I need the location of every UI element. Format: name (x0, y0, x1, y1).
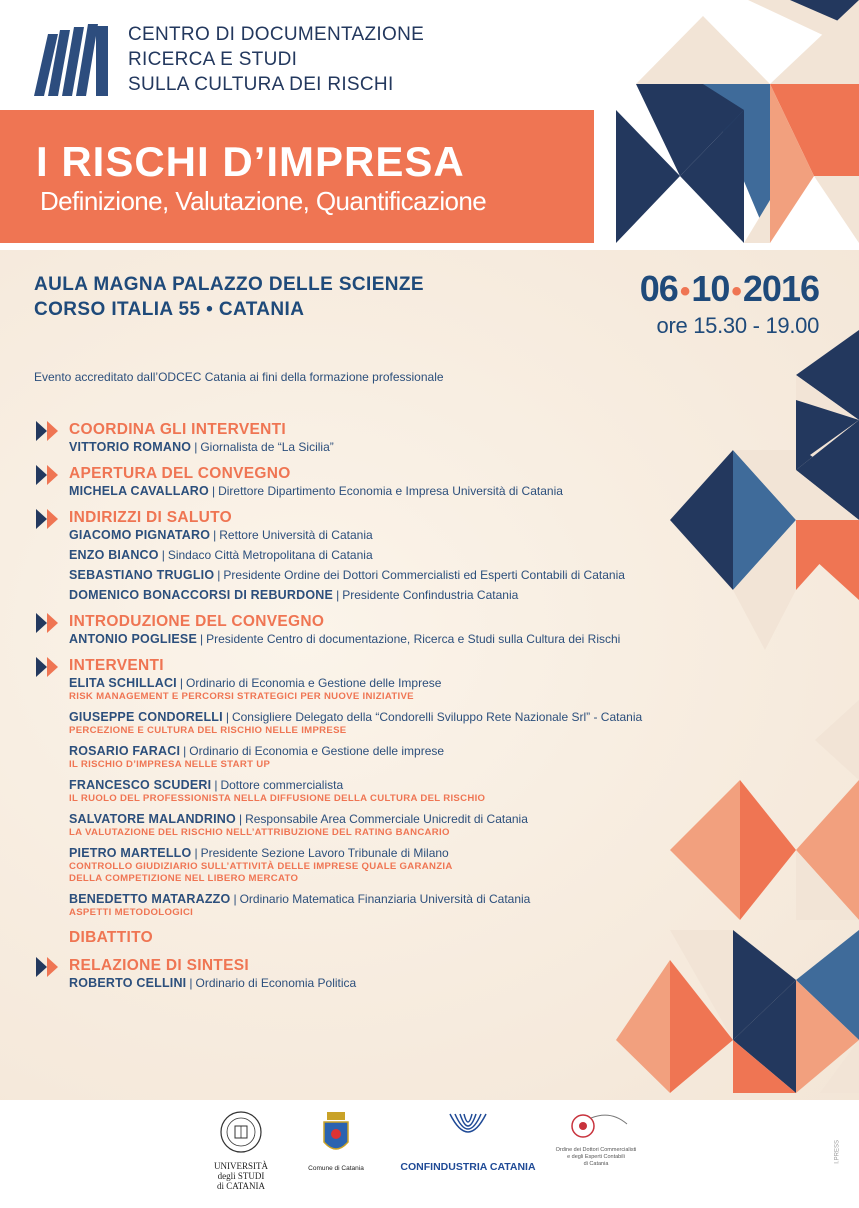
speaker-name: SALVATORE MALANDRINO (69, 812, 236, 826)
speaker (69, 547, 756, 563)
section-sintesi (36, 956, 756, 991)
speaker (69, 811, 756, 827)
talk-item (69, 675, 756, 703)
double-arrow-icon (36, 957, 62, 977)
speaker (69, 709, 756, 725)
speaker-role: Ordinario di Economia Politica (195, 976, 357, 990)
date-dot: • (731, 275, 741, 308)
speaker-name: SEBASTIANO TRUGLIO (69, 568, 215, 582)
separator: | (161, 548, 165, 562)
date-dot: • (679, 275, 690, 308)
section-interventi (36, 656, 756, 919)
speaker-role: Presidente Sezione Lavoro Tribunale di Milano (200, 846, 449, 860)
talk-title: IL RUOLO DEL PROFESSIONISTA NELLA DIFFUSIONE DELLA CULTURA DEL RISCHIO (69, 793, 486, 804)
event-date (640, 268, 819, 339)
speaker-role: Presidente Centro di documentazione, Ricerca e Studi sulla Cultura dei Rischi (206, 632, 621, 646)
talk-title: ASPETTI METODOLOGICI (69, 907, 194, 918)
separator: | (238, 812, 243, 826)
unict-line: UNIVERSITÀ (214, 1161, 268, 1171)
speaker-role: Ordinario di Economia e Gestione delle imprese (189, 744, 445, 758)
speaker (69, 777, 756, 793)
speaker-name: VITTORIO ROMANO (69, 440, 192, 454)
odcec-mark-icon (561, 1110, 631, 1140)
press-credit: I.PRESS (835, 1140, 841, 1164)
talk-item (69, 777, 756, 805)
speaker-role: Dottore commercialista (220, 778, 344, 792)
confindustria-label: CONFINDUSTRIA CATANIA (400, 1161, 536, 1173)
event-subtitle: Definizione, Valutazione, Quantificazione (40, 186, 487, 216)
talk-item (69, 891, 756, 919)
separator: | (233, 892, 237, 906)
talk-item (69, 743, 756, 771)
speaker (69, 439, 756, 455)
speaker-role: Consigliere Delegato della “Condorelli Sviluppo Rete Nazionale Srl” - Catania (231, 710, 643, 724)
speaker (69, 675, 756, 691)
speaker-name: ELITA SCHILLACI (69, 676, 177, 690)
speaker-role: Giornalista de “La Sicilia” (200, 440, 334, 454)
speaker (69, 743, 756, 759)
separator: | (194, 846, 198, 860)
university-seal-icon (219, 1110, 263, 1154)
date-value (640, 268, 819, 313)
speaker-role: Responsabile Area Commerciale Unicredit di Catania (245, 812, 528, 826)
section-dibattito (36, 928, 756, 947)
talk-item (69, 811, 756, 839)
comune-logo (305, 1110, 367, 1172)
speaker-role: Presidente Ordine dei Dottori Commercialisti ed Esperti Contabili di Catania (223, 568, 625, 582)
speaker (69, 587, 756, 603)
speaker (69, 631, 756, 647)
separator: | (217, 568, 221, 582)
talk-title-continued: DELLA COMPETIZIONE NEL LIBERO MERCATO (69, 873, 299, 884)
double-arrow-icon (36, 421, 62, 441)
event-title: I RISCHI D’IMPRESA (36, 138, 465, 185)
speaker-name: GIUSEPPE CONDORELLI (69, 710, 223, 724)
city-crest-icon (321, 1110, 351, 1158)
section-introduzione (36, 612, 756, 647)
date-year: 2016 (742, 268, 819, 309)
talk-item (69, 709, 756, 737)
confindustria-mark-icon (446, 1110, 490, 1150)
section-title: DIBATTITO (69, 929, 153, 946)
speaker-name: ENZO BIANCO (69, 548, 159, 562)
section-title: RELAZIONE DI SINTESI (69, 957, 249, 974)
venue-line: CORSO ITALIA 55 • CATANIA (34, 299, 305, 320)
separator: | (179, 676, 183, 690)
program (36, 420, 756, 1000)
speaker (69, 975, 756, 991)
speaker (69, 483, 756, 499)
double-arrow-icon (36, 657, 62, 677)
separator: | (211, 484, 216, 498)
separator: | (336, 588, 340, 602)
odcec-line: Ordine dei Dottori Commercialisti (555, 1147, 637, 1153)
speaker-name: ANTONIO POGLIESE (69, 632, 197, 646)
odcec-logo (548, 1110, 644, 1168)
confindustria-logo (398, 1110, 538, 1173)
talk-item (69, 845, 756, 885)
talk-title: PERCEZIONE E CULTURA DEL RISCHIO NELLE IMPRESE (69, 725, 347, 736)
separator: | (225, 710, 229, 724)
separator: | (213, 528, 217, 542)
speaker-role: Sindaco Città Metropolitana di Catania (167, 548, 373, 562)
odcec-line: e degli Esperti Contabili (567, 1154, 625, 1160)
speaker-role: Presidente Confindustria Catania (342, 588, 519, 602)
double-arrow-icon (36, 509, 62, 529)
talk-title: RISK MANAGEMENT E PERCORSI STRATEGICI PER NUOVE INIZIATIVE (69, 691, 414, 702)
odcec-line: di Catania (583, 1161, 609, 1167)
venue (34, 272, 424, 322)
org-name (128, 22, 424, 97)
speaker-name: DOMENICO BONACCORSI DI REBURDONE (69, 588, 334, 602)
speaker-name: BENEDETTO MATARAZZO (69, 892, 231, 906)
speaker (69, 845, 756, 861)
accreditation-note: Evento accreditato dall’ODCEC Catania ai fini della formazione professionale (34, 370, 444, 384)
separator: | (200, 632, 204, 646)
section-title: INTRODUZIONE DEL CONVEGNO (69, 613, 325, 630)
section-title: COORDINA GLI INTERVENTI (69, 421, 287, 438)
double-arrow-icon (36, 613, 62, 633)
section-coordina (36, 420, 756, 455)
speaker-name: PIETRO MARTELLO (69, 846, 192, 860)
unict-logo (206, 1110, 276, 1191)
section-title: INTERVENTI (69, 657, 164, 674)
org-name-line: SULLA CULTURA DEI RISCHI (128, 74, 394, 95)
speaker (69, 527, 756, 543)
section-apertura (36, 464, 756, 499)
books-logo-icon (34, 24, 114, 96)
comune-label: Comune di Catania (308, 1165, 364, 1172)
speaker-role: Rettore Università di Catania (219, 528, 373, 542)
talk-title: CONTROLLO GIUDIZIARIO SULL’ATTIVITÀ DELLE IMPRESE QUALE GARANZIA (69, 861, 453, 872)
speaker-name: ROSARIO FARACI (69, 744, 181, 758)
speaker-name: FRANCESCO SCUDERI (69, 778, 212, 792)
double-arrow-icon (36, 465, 62, 485)
date-day: 06 (639, 268, 678, 309)
speaker (69, 891, 756, 907)
section-title: APERTURA DEL CONVEGNO (69, 465, 291, 482)
section-title: INDIRIZZI DI SALUTO (69, 509, 232, 526)
speaker-name: MICHELA CAVALLARO (69, 484, 209, 498)
talk-title: LA VALUTAZIONE DEL RISCHIO NELL’ATTRIBUZIONE DEL RATING BANCARIO (69, 827, 450, 838)
speaker (69, 567, 756, 583)
speaker-name: ROBERTO CELLINI (69, 976, 187, 990)
org-name-line: CENTRO DI DOCUMENTAZIONE (128, 24, 425, 45)
unict-line: degli STUDI (217, 1171, 265, 1181)
section-saluti (36, 508, 756, 603)
venue-line: AULA MAGNA PALAZZO DELLE SCIENZE (34, 274, 424, 295)
separator: | (183, 744, 187, 758)
separator: | (189, 976, 193, 990)
date-month: 10 (691, 268, 730, 309)
separator: | (214, 778, 218, 792)
event-time: ore 15.30 - 19.00 (656, 313, 819, 338)
speaker-name: GIACOMO PIGNATARO (69, 528, 211, 542)
speaker-role: Ordinario Matematica Finanziaria Università di Catania (239, 892, 531, 906)
speaker-role: Direttore Dipartimento Economia e Impresa Università di Catania (218, 484, 563, 498)
talk-title: IL RISCHIO D’IMPRESA NELLE START UP (69, 759, 271, 770)
unict-line: di CATANIA (216, 1181, 266, 1191)
org-name-line: RICERCA E STUDI (128, 49, 298, 70)
speaker-role: Ordinario di Economia e Gestione delle Imprese (185, 676, 442, 690)
separator: | (194, 440, 198, 454)
